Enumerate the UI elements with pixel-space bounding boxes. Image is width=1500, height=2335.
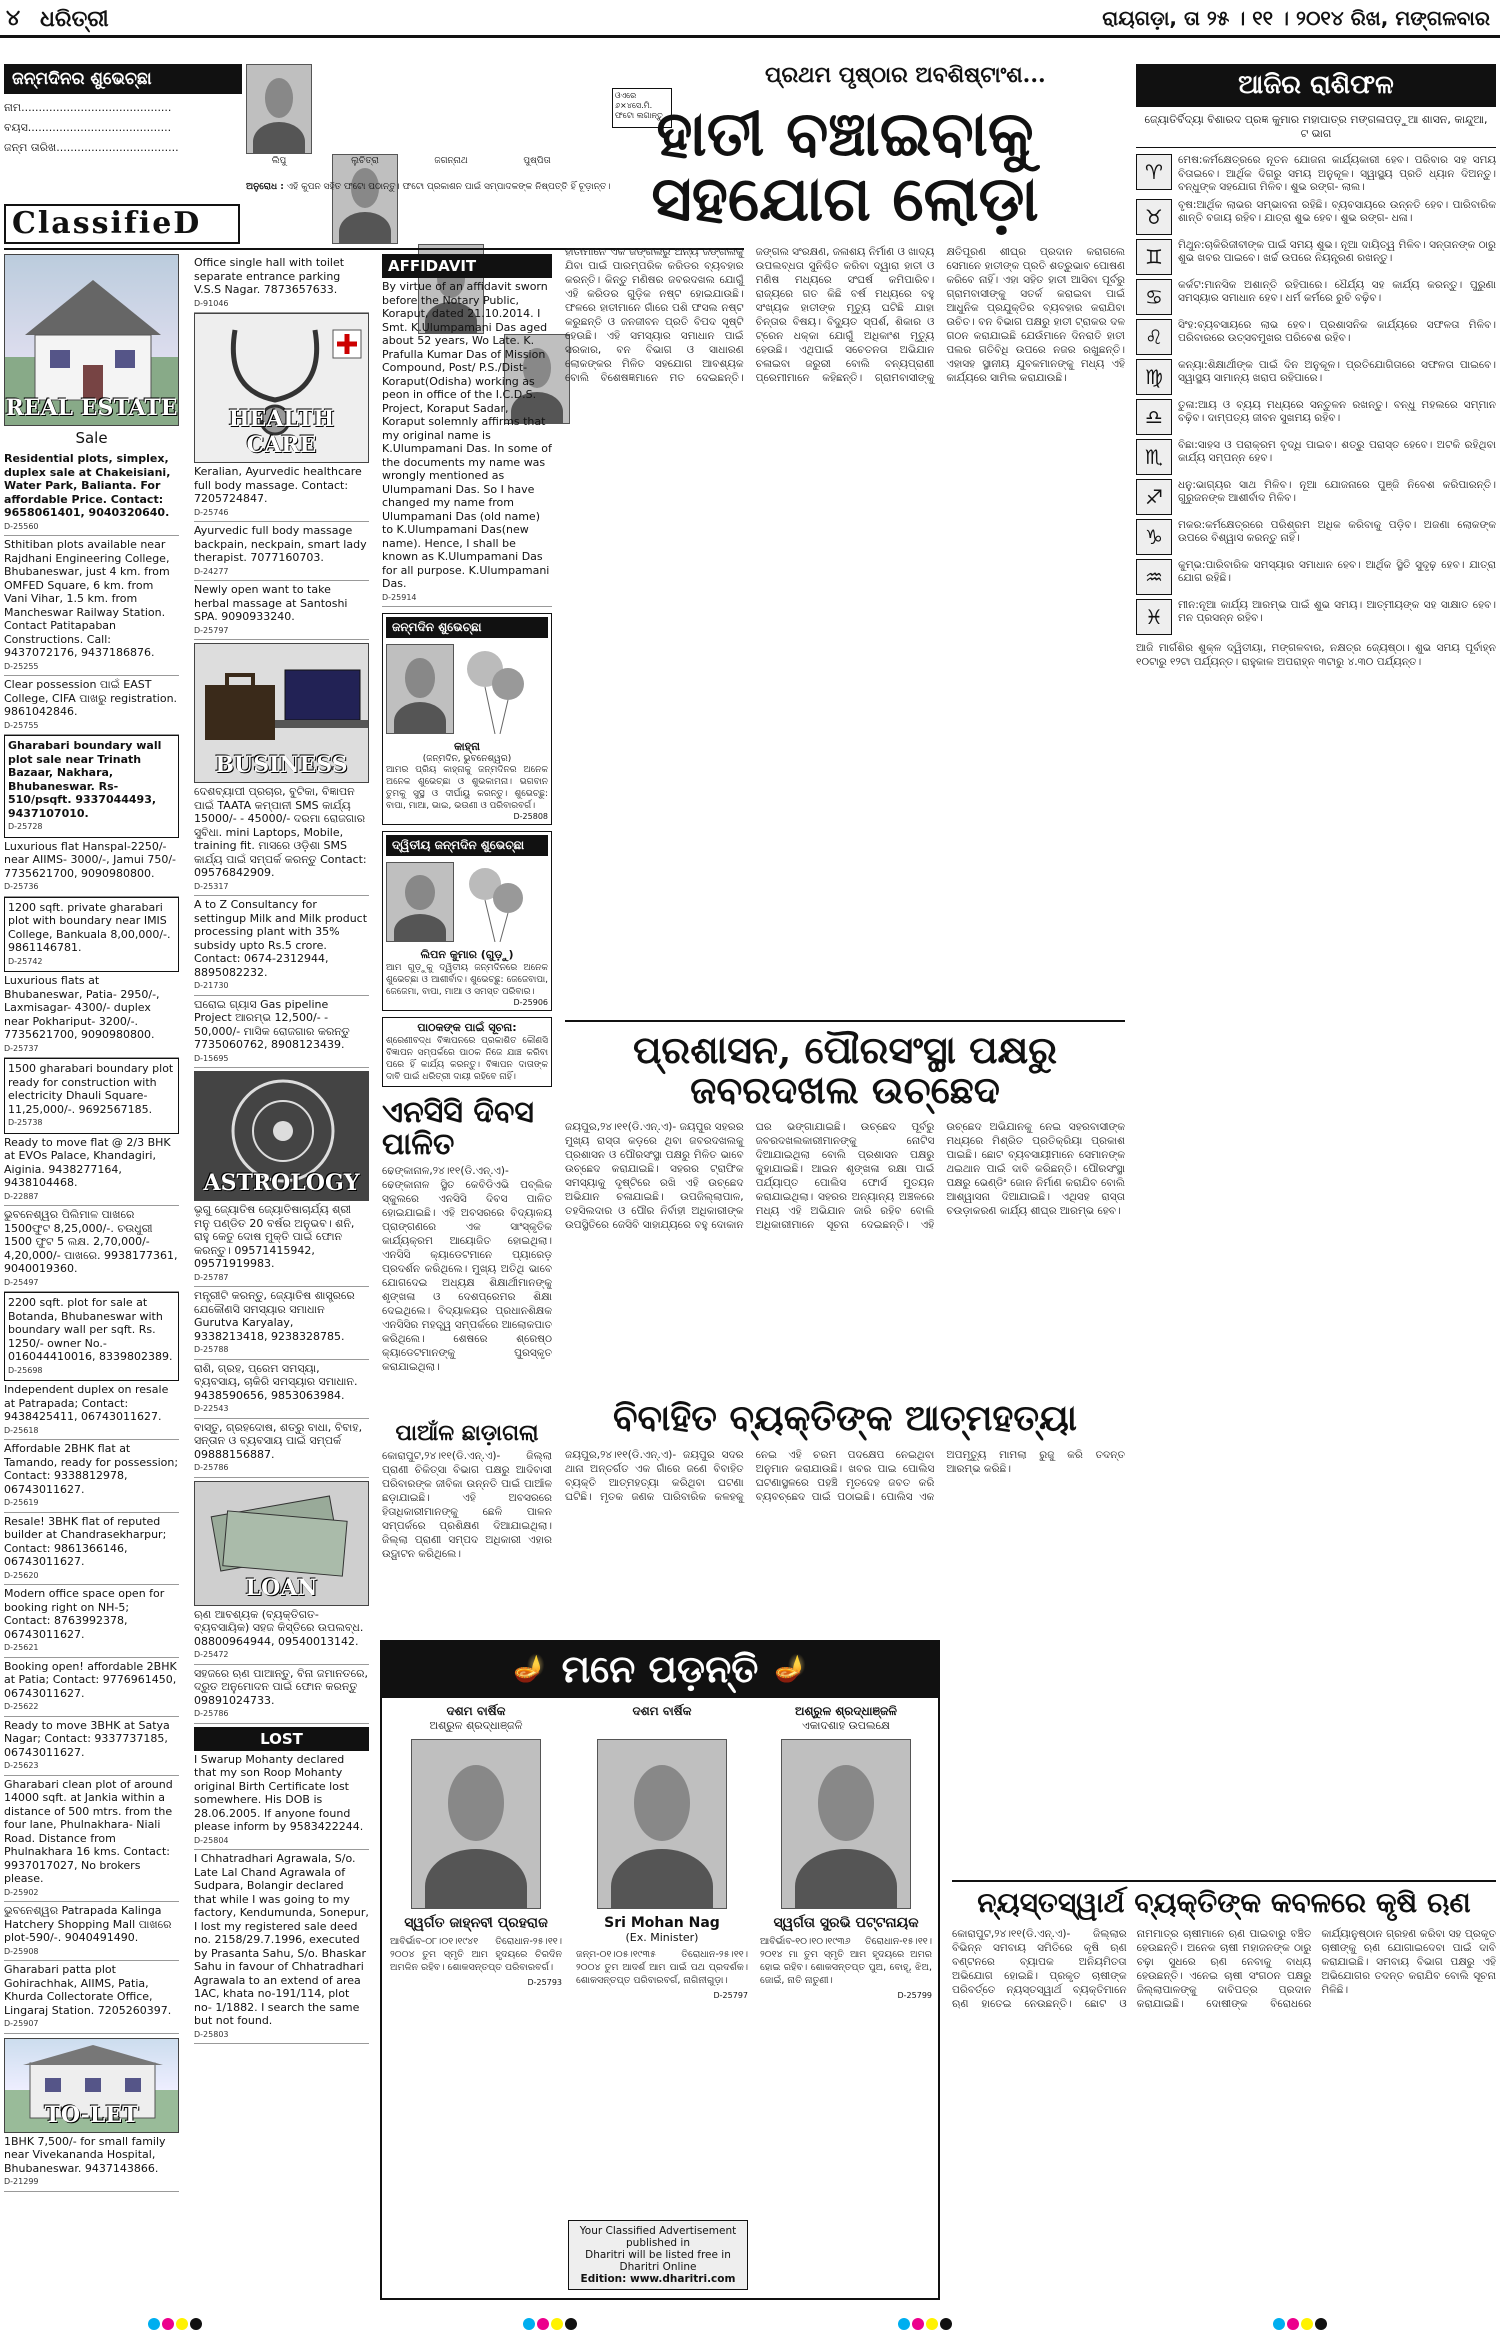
ad-code: D-25797 (194, 625, 229, 635)
ad-code: D-25317 (194, 881, 229, 891)
ad-text: Gharabari patta plot Gohirachhak, AIIMS, Patia, Khurda Collectorate Office, Lingaraj Station. 7205260397. (4, 1963, 172, 2017)
coupon-field-name: ନାମ........................................... (4, 101, 172, 114)
ad-text: ରାଶି, ଗ୍ରହ, ପ୍ରେମ ସମସ୍ୟା, ବ୍ୟବସାୟ, ଚାକିରି ସମସ୍ୟାର ସମାଧାନ. 9438590656, 9853063984. (194, 1361, 358, 1402)
ad-code: D-25786 (194, 1463, 229, 1472)
classified-ad (194, 522, 369, 581)
zodiac-sign-icon: ♍ (1136, 359, 1172, 395)
child-name: ଲୁଚିତ୍ରା (351, 156, 379, 166)
print-marks (0, 2312, 1500, 2335)
classified-ad (4, 676, 179, 735)
classified-logo: ClassifieD (4, 204, 240, 244)
ad-text: Gharabari clean plot of around 14000 sqft. at Jankia within a distance of 500 mtrs. from the four lane, Phulnakhara- Niali Road. Distance from Phulnakhara 16 kms. Contact: 9937017027, No brokers please. (4, 1777, 173, 1885)
ad-code: D-25255 (4, 661, 39, 671)
memorial-note: ଆବିର୍ଭାବ-୧୦।୧୦।୧୯୩୬ ତିରୋଧାନ-୧୫।୧୧।୨୦୧୪ ମା ତୁମ ସ୍ମୃତି ଆମ ହୃଦୟରେ ଅମର ହୋଇ ରହିବ। ଶୋକସନ୍ତପ୍ତ ପୁଅ, ବୋହୂ, ଝିଅ, ଜୋଇଁ, ନାତି ନାତୁଣୀ। (760, 1936, 932, 1986)
birthday-wish-1 (382, 613, 552, 825)
child-name: ପୁଷ୍ପିତା (523, 156, 551, 166)
rashi-text: ମୀନ:ନୂଆ କାର୍ଯ୍ୟ ଆରମ୍ଭ ପାଇଁ ଶୁଭ ସମୟ। ଆତ୍ମୀୟଙ୍କ ସହ ସାକ୍ଷାତ ହେବ। ମନ ପ୍ରସନ୍ନ ରହିବ। (1178, 598, 1496, 624)
ad-text: ଭୃଗୁ ଜ୍ୟୋତିଷ ଜ୍ୟୋତିଷାଚାର୍ଯ୍ୟ ଶ୍ରୀ ମନୁ ପଣ୍ଡିତ 20 ବର୍ଷର ଅନୁଭବ। ଶନି, ରାହୁ କେତୁ ଦୋଷ ମୁକ୍ତି ପାଇଁ ଫୋନ କରନ୍ତୁ। 09571415942, 09571919983. (194, 1203, 355, 1270)
astrology-label: ASTROLOGY (203, 1170, 360, 1196)
memorial-subkicker: ଅଶ୍ରୁଳ ଶ୍ରଦ୍ଧାଞ୍ଜଳି (429, 1719, 523, 1732)
ad-code: D-25793 (527, 1978, 562, 1987)
child-photo (246, 64, 312, 154)
memorial-note: ଆବିର୍ଭାବ-୦୮।୦୧।୧୯୪୧ ତିରୋଧାନ-୨୫।୧୧।୨୦୦୪ ତୁମ ସ୍ମୃତି ଆମ ହୃଦୟରେ ଚିରଦିନ ଅମଳିନ ରହିବ। ଶୋକସନ୍ତପ୍ତ ପରିବାରବର୍ଗ। (390, 1936, 562, 1973)
rashi-text: ଧନୁ:ଭାଗ୍ୟର ସାଥ ମିଳିବ। ନୂଆ ଯୋଜନାରେ ପୁଞ୍ଜି ନିବେଶ କରିପାରନ୍ତି। ଗୁରୁଜନଙ୍କ ଆଶୀର୍ବାଦ ମିଳିବ। (1178, 478, 1496, 504)
lead-story (565, 64, 1125, 1014)
ad-text: Luxurious flats at Bhubaneswar, Patia- 2950/-, Laxmisagar- 4300/- duplex near Pokhariput- 3200/-. 7735621700, 9090980800. (4, 974, 160, 1041)
page-header (0, 0, 1500, 38)
rashi-text: ସିଂହ:ବ୍ୟବସାୟରେ ଲାଭ ହେବ। ପ୍ରଶାସନିକ କାର୍ଯ୍ୟରେ ସଫଳତା ମିଳିବ। ପରିବାରରେ ଉତ୍ସବମୁଖର ପରିବେଶ ରହିବ। (1178, 318, 1496, 344)
loan-image (194, 1481, 369, 1606)
ad-text: Clear possession ପାଇଁ EAST College, CIFA ପାଖରୁ registration. 9861042846. (4, 678, 178, 718)
classified-ad (4, 897, 179, 973)
ad-text: Keralian, Ayurvedic healthcare full body massage. Contact: 7205724847. (194, 465, 362, 505)
memorial-card (386, 1698, 566, 1987)
rashi-text: ବୃଷ:ଆର୍ଥିକ ଲାଭର ସମ୍ଭାବନା ରହିଛି। ବ୍ୟବସାୟରେ ଉନ୍ନତି ହେବ। ପାରିବାରିକ ଶାନ୍ତି ବଜାୟ ରହିବ। ଯାତ୍ରା ଶୁଭ ହେବ। ଶୁଭ ରଙ୍ଗ- ଧଳା। (1178, 198, 1496, 224)
ad-code: D-25472 (194, 1650, 229, 1659)
ad-text: 1500 gharabari boundary plot ready for construction with electricity Dhauli Square- 11,25,000/-. 9692567185. (8, 1062, 174, 1116)
balloons-icon (460, 862, 530, 942)
ad-text: Sthitiban plots available near Rajdhani Engineering College, Bhubaneswar, just 4 km. from OMFED Square, 6 km. from Vani Vihar, 1.5 km. from Mancheswar Railway Station. Contact Patitapaban Constructions. Call: 9437072176, 9437186876. (4, 538, 170, 659)
ad-text: Newly open want to take herbal massage at Santoshi SPA. 9090933240. (194, 583, 348, 623)
rashi-text: ମେଷ:କର୍ମକ୍ଷେତ୍ରରେ ନୂତନ ଯୋଜନା କାର୍ଯ୍ୟକାରୀ ହେବ। ପରିବାର ସହ ସମୟ ବିତାଇବେ। ଆର୍ଥିକ ଦିଗରୁ ସମୟ ଅନୁକୂଳ। ସ୍ୱାସ୍ଥ୍ୟ ପ୍ରତି ଧ୍ୟାନ ଦିଅନ୍ତୁ। ବନ୍ଧୁଙ୍କ ସହଯୋଗ ମିଳିବ। ଶୁଭ ରଙ୍ଗ- ଲାଲ। (1178, 154, 1496, 193)
registration-mark (148, 2317, 228, 2331)
classified-ad (194, 1751, 369, 1851)
photo-size-note: ଓଏରେ ୬×୪ସେ.ମି. ଫଟୋ ଲଗାନ୍ତୁ (612, 88, 672, 128)
rashi-entry (1136, 279, 1496, 315)
ad-code: D-25755 (4, 720, 39, 730)
registration-mark (1273, 2317, 1353, 2331)
ad-code: D-25808 (513, 812, 548, 821)
ad-code: D-25907 (4, 2019, 39, 2028)
affidavit-body: By virtue of an affidavit sworn before the Notary Public, Koraput, dated 21.10.2014. I Smt. K.Ulumpamani Das aged about 52 years, Wo Late. K. Prafulla Kumar Das of Mission Compound, Post/ P.S./Dist- Koraput(Odisha) working as peon in office of the I.C.D.S. Project, Koraput Sadar, Koraput solemnly affirms that my original name is K.Ulumpamani Das. In some of the documents my name was wrongly mentioned as Ulumpamani Das. So I have changed my name from Ulumpamani Das (old name) to K.Ulumpamani Das(new name). Hence, I shall be known as K.Ulumpamani Das for all purpose. K.Ulumpamani Das. (382, 280, 552, 590)
classified-ad (194, 1850, 369, 2044)
to-let-image (4, 2038, 179, 2133)
birthday-photo (386, 644, 454, 734)
ad-code: D-22543 (194, 1404, 229, 1413)
classified-ad (194, 783, 369, 896)
online-promo-line2: Dharitri will be listed free in Dharitri Online (585, 2249, 731, 2273)
birthday-wish-title: ଜନ୍ମଦିନ ଶୁଭେଚ୍ଛା (386, 617, 548, 638)
memorial-subkicker (572, 1719, 752, 1733)
suicide-headline: ବିବାହିତ ବ୍ୟକ୍ତିଙ୍କ ଆତ୍ମହତ୍ୟା (613, 1397, 1077, 1439)
classified-ad (4, 1440, 179, 1513)
ad-text: ଋଣ ଆବଶ୍ୟକ (ବ୍ୟକ୍ତିଗତ-ବ୍ୟବସାୟିକ) ସହଜ କିସ୍ତିରେ ଉପଲବ୍ଧ. 08800964944, 09540013142. (194, 1607, 364, 1648)
rashi-entry (1136, 399, 1496, 435)
memorial-photo (781, 1739, 911, 1909)
coupon-field-age: ବୟସ......................................... (4, 121, 172, 134)
memorial-card (572, 1698, 752, 2000)
memorial-sub: (Ex. Minister) (625, 1931, 699, 1944)
rashi-text: କନ୍ୟା:ଶିକ୍ଷାର୍ଥୀଙ୍କ ପାଇଁ ଦିନ ଅନୁକୂଳ। ପ୍ରତିଯୋଗିତାରେ ସଫଳତା ପାଇବେ। ସ୍ୱାସ୍ଥ୍ୟ ସାମାନ୍ୟ ଖରାପ ରହିପାରେ। (1178, 358, 1496, 384)
ad-text: Affordable 2BHK flat at Tamando, ready for possession; Contact: 9338812978, 06743011627. (4, 1442, 179, 1496)
classified-ad (4, 2133, 179, 2192)
coupon-notice-text: ଏହି କୁପନ ସହିତ ଫଟୋ ପଠାନ୍ତୁ। ଫଟୋ ପ୍ରକାଶନ ପାଇଁ ସମ୍ପାଦକଙ୍କ ନିଷ୍ପତ୍ତି ହିଁ ଚୂଡ଼ାନ୍ତ। (286, 182, 611, 192)
ncc-body: ଢେଙ୍କାନାଳ,୨୪।୧୧(ଡି.ଏନ୍.ଏ)- ଢେଙ୍କାନାଳ ସ୍ଥିତ କେବିଡିଏଭି ପବ୍ଲିକ ସ୍କୁଲରେ ଏନସିସି ଦିବସ ପାଳିତ ହୋଇଯାଇଛି। ଏହି ଅବସରରେ ବିଦ୍ୟାଳୟ ପ୍ରାଙ୍ଗଣରେ ଏକ ସାଂସ୍କୃତିକ କାର୍ଯ୍ୟକ୍ରମ ଆୟୋଜିତ ହୋଇଥିଲା। ଏନସିସି କ୍ୟାଡେଟମାନେ ପ୍ୟାରେଡ଼ ପ୍ରଦର୍ଶନ କରିଥିଲେ। ମୁଖ୍ୟ ଅତିଥି ଭାବେ ଯୋଗଦେଇ ଅଧ୍ୟକ୍ଷ ଶିକ୍ଷାର୍ଥୀମାନଙ୍କୁ ଶୃଙ୍ଖଳା ଓ ଦେଶପ୍ରେମର ଶିକ୍ଷା ଦେଇଥିଲେ। ବିଦ୍ୟାଳୟର ପ୍ରଧାନଶିକ୍ଷକ ଏନସିସିର ମହତ୍ତ୍ୱ ସମ୍ପର୍କରେ ଆଲୋକପାତ କରିଥିଲେ। ଶେଷରେ ଶ୍ରେଷ୍ଠ କ୍ୟାଡେଟମାନଙ୍କୁ ପୁରସ୍କୃତ କରାଯାଇଥିଲା। (382, 1165, 552, 1373)
memorial-kicker: ଦଶମ ବାର୍ଷିକ (632, 1704, 692, 1718)
business-image (194, 643, 369, 783)
ad-code: D-21299 (4, 2177, 39, 2186)
encroach-body: ଜୟପୁର,୨୪।୧୧(ଡି.ଏନ୍.ଏ)- ଜୟପୁର ସହରର ମୁଖ୍ୟ ରାସ୍ତା କଡ଼ରେ ଥିବା ଜବରଦଖଲକୁ ପ୍ରଶାସନ ଓ ପୌରସଂସ୍ଥା ପକ୍ଷରୁ ମିଳିତ ଭାବେ ଉଚ୍ଛେଦ କରାଯାଇଛି। ସହରର ଟ୍ରାଫିକ ସମସ୍ୟାକୁ ଦୃଷ୍ଟିରେ ରଖି ଏହି ଉଚ୍ଛେଦ ଅଭିଯାନ ଚଳାଯାଇଛି। ଉପଜିଲ୍ଲାପାଳ, ତହସିଲଦାର ଓ ପୌର ନିର୍ବାହୀ ଅଧିକାରୀଙ୍କ ଉପସ୍ଥିତିରେ ଜେସିବି ସାହାଯ୍ୟରେ ବହୁ ଦୋକାନ ଘର ଭଙ୍ଗାଯାଇଛି। ଉଚ୍ଛେଦ ପୂର୍ବରୁ ଜବରଦଖଲକାରୀମାନଙ୍କୁ ନୋଟିସ ଦିଆଯାଇଥିଲା ବୋଲି ପ୍ରଶାସନ ପକ୍ଷରୁ କୁହାଯାଇଛି। ଆଇନ ଶୃଙ୍ଖଳା ରକ୍ଷା ପାଇଁ ପର୍ଯ୍ୟାପ୍ତ ପୋଲିସ ଫୋର୍ସ ମୁତୟନ କରାଯାଇଥିଲା। ସହରର ଅନ୍ୟାନ୍ୟ ଅଞ୍ଚଳରେ ମଧ୍ୟ ଏହି ଅଭିଯାନ ଜାରି ରହିବ ବୋଲି ଅଧିକାରୀମାନେ ସୂଚନା ଦେଇଛନ୍ତି। ଏହି ଉଚ୍ଛେଦ ଅଭିଯାନକୁ ନେଇ ସହରବାସୀଙ୍କ ମଧ୍ୟରେ ମିଶ୍ରିତ ପ୍ରତିକ୍ରିୟା ପ୍ରକାଶ ପାଇଛି। ଛୋଟ ବ୍ୟବସାୟୀମାନେ ସେମାନଙ୍କ ଥଇଥାନ ପାଇଁ ଦାବି କରିଛନ୍ତି। ପୌରସଂସ୍ଥା ପକ୍ଷରୁ ଭେଣ୍ଡିଂ ଜୋନ ନିର୍ମାଣ କରାଯିବ ବୋଲି ଆଶ୍ୱାସନା ଦିଆଯାଇଛି। ଏଥିସହ ରାସ୍ତା ଚଉଡ଼ାକରଣ କାର୍ଯ୍ୟ ଶୀଘ୍ର ଆରମ୍ଭ ହେବ। (565, 1120, 1125, 1231)
ad-code: D-25803 (194, 2029, 229, 2039)
agri-headline: ନ୍ୟସ୍ତସ୍ୱାର୍ଥ ବ୍ୟକ୍ତିଙ୍କ କବଳରେ କୃଷି ଋଣ (977, 1886, 1471, 1919)
ad-code: D-25746 (194, 507, 229, 517)
loan-label: LOAN (245, 1574, 318, 1601)
ad-code: D-25738 (8, 1118, 43, 1127)
lead-kicker: ପ୍ରଥମ ପୃଷ୍ଠାର ଅବଶିଷ୍ଟାଂଶ... (765, 62, 1046, 88)
memorial-photo (597, 1739, 727, 1909)
memorial-section (380, 1640, 940, 2300)
panchang: ଆଜି ମାର୍ଗଶିର ଶୁକ୍ଳ ଦ୍ୱିତୀୟା, ମଙ୍ଗଳବାର, ନକ୍ଷତ୍ର ଜ୍ୟେଷ୍ଠା। ଶୁଭ ସମୟ ପୂର୍ବାହ୍ନ ୧୦ଟାରୁ ୧୨ଟା ପର୍ଯ୍ୟନ୍ତ। ରାହୁକାଳ ଅପରାହ୍ନ ୩ଟାରୁ ୪.୩୦ ପର୍ଯ୍ୟନ୍ତ। (1136, 641, 1496, 668)
classified-ad (194, 254, 369, 313)
classified-ad (4, 1513, 179, 1586)
encroach-headline: ପ୍ରଶାସନ, ପୌରସଂସ୍ଥା ପକ୍ଷରୁ ଜବରଦଖଲ ଉଚ୍ଛେଦ (632, 1027, 1058, 1112)
reader-notice-body: ଶ୍ରେଣୀବଦ୍ଧ ବିଜ୍ଞାପନରେ ପ୍ରକାଶିତ କୌଣସି ବିଜ୍ଞାପନ ସମ୍ପର୍କରେ ପାଠକ ନିଜେ ଯାଞ୍ଚ କରିବା ପରେ ହିଁ କାର୍ଯ୍ୟ କରନ୍ତୁ। ବିଜ୍ଞାପନ ଦାତାଙ୍କ ଦାବି ପାଇଁ ଧରିତ୍ରୀ ଦାୟୀ ରହିବେ ନାହିଁ। (386, 1036, 548, 1082)
zodiac-sign-icon: ♎ (1136, 399, 1172, 435)
ad-text: Booking open! affordable 2BHK at Patia; Contact: 9776961450, 06743011627. (4, 1659, 177, 1700)
rashi-text: କୁମ୍ଭ:ପାରିବାରିକ ସମସ୍ୟାର ସମାଧାନ ହେବ। ଆର୍ଥିକ ସ୍ଥିତି ସୁଦୃଢ଼ ହେବ। ଯାତ୍ରା ଯୋଗ ରହିଛି। (1178, 558, 1496, 584)
ad-code: D-25908 (4, 1946, 39, 1956)
rashi-entry (1136, 519, 1496, 555)
rashi-text: ମିଥୁନ:ଚାକିରିଜୀବୀଙ୍କ ପାଇଁ ସମୟ ଶୁଭ। ନୂଆ ଦାୟିତ୍ୱ ମିଳିବ। ସନ୍ତାନଙ୍କ ଠାରୁ ଶୁଭ ଖବର ପାଇବେ। ଖର୍ଚ୍ଚ ଉପରେ ନିୟନ୍ତ୍ରଣ ରଖନ୍ତୁ। (1178, 238, 1496, 264)
page-number: ୪ (6, 6, 21, 31)
rashi-text: ତୁଳା:ଆୟ ଓ ବ୍ୟୟ ମଧ୍ୟରେ ସନ୍ତୁଳନ ରଖନ୍ତୁ। ବନ୍ଧୁ ମହଲରେ ସମ୍ମାନ ବଢ଼ିବ। ଦାମ୍ପତ୍ୟ ଜୀବନ ସୁଖମୟ ରହିବ। (1178, 398, 1496, 424)
masthead: ଧରିତ୍ରୀ (40, 6, 109, 32)
ad-text: ଦେଶବ୍ୟାପୀ ପ୍ରଚାର, ବୁଟିକା, ବିଜ୍ଞାପନ ପାଇଁ TAATA କମ୍ପାନୀ SMS କାର୍ଯ୍ୟ 15000/- - 45000/- ଦରମା ରୋଜଗାର ସୁବିଧା. mini Laptops, Mobile, training fit. ମାସରେ ଓଡ଼ିଶା SMS କାର୍ଯ୍ୟ ପାଇଁ ସମ୍ପର୍କ କରନ୍ତୁ Contact: 09576842909. (194, 785, 367, 879)
agri-body: କୋରାପୁଟ,୨୪।୧୧(ଡି.ଏନ୍.ଏ)- ଜିଲ୍ଲାର ବିଭିନ୍ନ ସମବାୟ ସମିତିରେ କୃଷି ଋଣ ବଣ୍ଟନରେ ବ୍ୟାପକ ଅନିୟମିତତା ଅଭିଯୋଗ ହୋଇଛି। ପ୍ରକୃତ ଚାଷୀଙ୍କ ପରିବର୍ତ୍ତେ ନ୍ୟସ୍ତସ୍ୱାର୍ଥ ବ୍ୟକ୍ତିମାନେ ଋଣ ହାତେଇ ନେଉଛନ୍ତି। ଛୋଟ ଓ ନାମମାତ୍ର ଚାଷୀମାନେ ଋଣ ପାଇବାରୁ ବଞ୍ଚିତ ହେଉଛନ୍ତି। ଅନେକ ଚାଷୀ ମହାଜନଙ୍କ ଠାରୁ ଚଢ଼ା ସୁଧରେ ଋଣ ନେବାକୁ ବାଧ୍ୟ ହେଉଛନ୍ତି। ଏନେଇ ଚାଷୀ ସଂଗଠନ ପକ୍ଷରୁ ଜିଲ୍ଲାପାଳଙ୍କୁ ଦାବିପତ୍ର ପ୍ରଦାନ କରାଯାଇଛି। ଦୋଷୀଙ୍କ ବିରୋଧରେ କାର୍ଯ୍ୟାନୁଷ୍ଠାନ ଗ୍ରହଣ କରିବା ସହ ପ୍ରକୃତ ଚାଷୀଙ୍କୁ ଋଣ ଯୋଗାଇଦେବା ପାଇଁ ଦାବି କରାଯାଇଛି। ସମବାୟ ବିଭାଗ ପକ୍ଷରୁ ଏହି ଅଭିଯୋଗର ତଦନ୍ତ କରାଯିବ ବୋଲି ସୂଚନା ମିଳିଛି। (952, 1928, 1496, 2011)
ad-code: D-25797 (713, 1991, 748, 2000)
birthday-wish-name: କାହ୍ନା (454, 740, 480, 753)
horoscope-section (1136, 64, 1496, 1864)
ad-code: D-25737 (4, 1043, 39, 1053)
ad-text: Ready to move 3BHK at Satya Nagar; Contact: 9337737185, 06743011627. (4, 1718, 170, 1759)
classified-ad (4, 1961, 179, 2034)
memorial-name: ସ୍ୱର୍ଗତ ଜାହ୍ନବୀ ପ୍ରହରାଜ (404, 1915, 548, 1931)
birthday-photo (386, 862, 454, 942)
ad-text: Independent duplex on resale at Patrapada; Contact: 9438425411, 06743011627. (4, 1383, 169, 1423)
zodiac-sign-icon: ♓ (1136, 599, 1172, 635)
classified-ad (4, 1776, 179, 1903)
registration-mark (523, 2317, 603, 2331)
memorial-photo (411, 1739, 541, 1909)
rashi-text: ବିଛା:ସାହସ ଓ ପରାକ୍ରମ ବୃଦ୍ଧି ପାଇବ। ଶତ୍ରୁ ପରାସ୍ତ ହେବେ। ଅଟକି ରହିଥିବା କାର୍ଯ୍ୟ ସମ୍ପନ୍ନ ହେବ। (1178, 438, 1496, 464)
horoscope-title: ଆଜିର ରାଶିଫଳ (1136, 64, 1496, 107)
sale-label: Sale (75, 429, 108, 447)
zodiac-sign-icon: ♌ (1136, 319, 1172, 355)
ad-text: Office single hall with toilet separate entrance parking V.S.S Nagar. 7873657633. (194, 256, 345, 296)
real-estate-image (4, 254, 179, 426)
ad-text: Luxurious flat Hanspal-2250/- near AIIMS- 3000/-, Jamui 750/- 7735621700, 9090980800. (4, 839, 177, 880)
ad-code: D-25914 (382, 592, 417, 602)
health-care-image (194, 313, 369, 463)
ad-code: D-91046 (194, 298, 229, 308)
memorial-name: Sri Mohan Nag (604, 1915, 720, 1931)
classified-ad (194, 996, 369, 1069)
ad-code: D-25736 (4, 882, 39, 891)
ad-code: D-25619 (4, 1498, 39, 1507)
memorial-card (756, 1698, 936, 2000)
rashi-entry (1136, 199, 1496, 235)
birthday-wish-message: ଆମ ଗୁଡ଼ୁକୁ ଦ୍ୱିତୀୟ ଜନ୍ମଦିନରେ ଅନେକ ଶୁଭେଚ୍ଛା ଓ ଆଶୀର୍ବାଦ। ଶୁଭେଚ୍ଛୁ: ଜେଜେବାପା, ଜେଜେମା, ବାପା, ମାଆ ଓ ସମସ୍ତ ପରିବାର। (386, 963, 548, 997)
ad-text: ଭୁବନେଶ୍ୱର ପିଲିମାଳ ପାଖରେ 1500ଫୁଟ 8,25,000/-. ଚଉଧୁରୀ 1500 ଫୁଟ 5 ଲକ୍ଷ. 2,70,000/- 4,20,000/- ପାଖରେ. 9938177361, 9040019360. (4, 1208, 178, 1275)
ad-text: ବାସ୍ତୁ, ଗ୍ରହଦୋଷ, ଶତ୍ରୁ ବାଧା, ବିବାହ, ସନ୍ତାନ ଓ ବ୍ୟବସାୟ ପାଇଁ ସମ୍ପର୍କ 09888156887. (194, 1420, 363, 1461)
classified-ad (194, 463, 369, 522)
birthday-photos (246, 64, 606, 198)
ad-code: D-22887 (4, 1191, 39, 1201)
banknotes-icon (195, 1486, 369, 1586)
online-promo-line1: Your Classified Advertisement published in (579, 2225, 737, 2249)
ad-text: ମନ୍ତ୍ରୀଟି କରନ୍ତୁ, ଜ୍ୟୋତିଷ ଶାସ୍ତ୍ରରେ ଯେକୌଣସି ସମସ୍ୟାର ସମାଧାନ Gurutva Karyalay, 9338213418, 9238328785. (194, 1289, 355, 1343)
birthday-coupon (4, 64, 242, 194)
classified-ad (4, 450, 179, 536)
real-estate-label: REAL ESTATE (5, 395, 178, 421)
classified-ad (4, 1585, 179, 1658)
rashi-text: ମକର:କର୍ମକ୍ଷେତ୍ରରେ ପରିଶ୍ରମ ଅଧିକ କରିବାକୁ ପଡ଼ିବ। ଅଜଣା ଲୋକଙ୍କ ଉପରେ ବିଶ୍ୱାସ କରନ୍ତୁ ନାହିଁ। (1178, 518, 1496, 544)
agri-story (952, 1888, 1496, 2304)
zodiac-sign-icon: ♏ (1136, 439, 1172, 475)
birthday-coupon-title: ଜନ୍ମଦିନର ଶୁଭେଚ୍ଛା (4, 64, 242, 94)
ad-text: Modern office space open for booking right on NH-5; Contact: 8763992378, 06743011627. (4, 1587, 165, 1641)
ad-code: D-25902 (4, 1887, 39, 1897)
classified-ad (4, 1381, 179, 1440)
lost-label: LOST (194, 1727, 369, 1751)
briefcase-icon (195, 650, 369, 760)
ad-code: D-25620 (4, 1570, 39, 1580)
ad-code: D-25788 (194, 1345, 229, 1354)
ad-text: A to Z Consultancy for settingup Milk and Milk product processing plant with 35% subsidy upto Rs.5 crore. Contact: 0674-2312944, 8895082232. (194, 898, 368, 979)
child-photo (332, 154, 398, 244)
ad-code: D-25799 (897, 1991, 932, 2000)
ad-text: Resale! 3BHK flat of reputed builder at Chandrasekharpur; Contact: 9861366146, 06743011627. (4, 1514, 167, 1568)
ad-code: D-25497 (4, 1277, 39, 1287)
memorial-title: ମନେ ପଡ଼ନ୍ତି (561, 1646, 759, 1692)
birthday-wish-2 (382, 831, 552, 1011)
astrologer-credit: ଜ୍ୟୋତିର୍ବିଦ୍ୟା ବିଶାରଦ ପ୍ରଜ୍ଞ କୁମାର ମହାପାତ୍ର ମଙ୍ଗଳାପଡ଼ୁଆ ଶାସନ, କାନ୍ଦୁଆ, ଟ ଭାଗ (1136, 107, 1496, 148)
classified-ad (194, 896, 369, 996)
goat-body: କୋରାପୁଟ,୨୪।୧୧(ଡି.ଏନ୍.ଏ)- ଜିଲ୍ଲା ପ୍ରାଣୀ ଚିକିତ୍ସା ବିଭାଗ ପକ୍ଷରୁ ଆଦିବାସୀ ପରିବାରଙ୍କ ଜୀବିକା ଉନ୍ନତି ପାଇଁ ପାଆଁଳ ଛଡ଼ାଯାଇଛି। ଏହି ଅବସରରେ ହିତାଧିକାରୀମାନଙ୍କୁ ଛେଳି ପାଳନ ସମ୍ପର୍କରେ ପ୍ରଶିକ୍ଷଣ ଦିଆଯାଇଥିଲା। ଜିଲ୍ଲା ପ୍ରାଣୀ ସମ୍ପଦ ଅଧିକାରୀ ଏହାର ଉଦ୍ଘାଟନ କରିଥିଲେ। (382, 1450, 552, 1561)
suicide-story (565, 1397, 1125, 1630)
rashi-text: କର୍କଟ:ମାନସିକ ଅଶାନ୍ତି ରହିପାରେ। ଧୈର୍ଯ୍ୟ ସହ କାର୍ଯ୍ୟ କରନ୍ତୁ। ପୁରୁଣା ସମସ୍ୟାର ସମାଧାନ ହେବ। ଧର୍ମ କର୍ମରେ ରୁଚି ବଢ଼ିବ। (1178, 278, 1496, 304)
classified-ad (4, 1206, 179, 1292)
ad-text: 2200 sqft. plot for sale at Botanda, Bhubaneswar with boundary wall per sqft. Rs. 1250/- owner No.- 016044410016, 8339802389. (8, 1296, 173, 1363)
rashi-entry (1136, 319, 1496, 355)
classified-ad (194, 1201, 369, 1287)
zodiac-sign-icon: ♑ (1136, 519, 1172, 555)
classified-ad (194, 581, 369, 640)
ad-text: Residential plots, simplex, duplex sale at Chakeisiani, Water Park, Balianta. For affordable Price. Contact: 9658061401, 9040320640. (4, 452, 171, 519)
rashi-entry (1136, 359, 1496, 395)
ad-text: Ready to move flat @ 2/3 BHK at EVOs Palace, Khandagiri, Aiginia. 9438277164, 9438104468. (4, 1135, 171, 1189)
ad-text: ଘରୋଇ ଗ୍ୟାସ Gas pipeline Project ଆରମ୍ଭ 12,500/- - 50,000/- ମାସିକ ରୋଜଗାର କରନ୍ତୁ 7735060762, 8908123439. (194, 997, 350, 1051)
to-let-label: TO-LET (44, 2101, 139, 2128)
classified-ad (4, 838, 179, 897)
ad-code: D-25560 (4, 521, 39, 531)
birthday-wish-subtitle: (ଜନ୍ମଦିନ, ଭୁବନେଶ୍ୱର) (422, 754, 512, 764)
zodiac-sign-icon: ♊ (1136, 239, 1172, 275)
reader-notice (382, 1017, 552, 1087)
birthday-wish-message: ଆମର ପ୍ରିୟ କାହ୍ନାକୁ ଜନ୍ମଦିନର ଅନେକ ଅନେକ ଶୁଭେଚ୍ଛା ଓ ଶୁଭକାମନା। ଭଗବାନ ତୁମକୁ ସୁସ୍ଥ ଓ ଦୀର୍ଘାୟୁ କରନ୍ତୁ। ଶୁଭେଚ୍ଛୁ: ବାପା, ମାଆ, ଭାଇ, ଭଉଣୀ ଓ ପରିବାରବର୍ଗ। (386, 765, 548, 811)
ad-code: D-25621 (4, 1643, 39, 1652)
ad-text: 1BHK 7,500/- for small family near Vivekananda Hospital, Bhubaneswar. 9437143866. (4, 2134, 166, 2175)
memorial-name: ସ୍ୱର୍ଗତା ସୁରଭି ପଟ୍ଟନାୟକ (773, 1915, 919, 1931)
zodiac-sign-icon: ♋ (1136, 279, 1172, 315)
ad-code: D-25728 (8, 822, 43, 831)
dateline: ରାୟଗଡ଼ା, ତା ୨୫ । ୧୧ । ୨୦୧୪ ରିଖ, ମଙ୍ଗଳବାର (1102, 6, 1490, 30)
ad-text: ଭୁବନେଶ୍ୱର Patrapada Kalinga Hatchery Shopping Mall ପାଖରେ plot-590/-. 9040491490. (4, 1904, 172, 1944)
classified-ad (4, 536, 179, 676)
zodiac-sign-icon: ♒ (1136, 559, 1172, 595)
ad-code: D-21730 (194, 981, 229, 990)
child-name: ଲିପୁ (271, 156, 287, 166)
classified-ad (4, 1058, 179, 1134)
coupon-notice-label: ଅନୁରୋଧ : (246, 182, 284, 192)
lamp-icon: 🪔 (774, 1654, 807, 1684)
registration-mark (898, 2317, 978, 2331)
birthday-wish-name: ଲିପନ କୁମାର (ଗୁଡ଼ୁ) (420, 948, 514, 961)
ad-code: D-15695 (194, 1053, 229, 1063)
balloons-icon (460, 644, 530, 734)
ad-code: D-25623 (4, 1761, 39, 1770)
ad-code: D-25906 (513, 998, 548, 1007)
memorial-subkicker: ଏକାଦଶାହ ଉପଲକ୍ଷେ (802, 1719, 890, 1732)
classified-ad (4, 1292, 179, 1381)
classified-ad (194, 1287, 369, 1360)
lead-body: ହାତୀମାନେ ଏକ ଜଙ୍ଗଲରୁ ଅନ୍ୟ ଜଙ୍ଗଲକୁ ଯିବା ପାଇଁ ପାରମ୍ପରିକ କରିଡର ବ୍ୟବହାର କରନ୍ତି। କିନ୍ତୁ ମଣିଷର ଜବରଦଖଲ ଯୋଗୁଁ ଏହି କରିଡର ଗୁଡ଼ିକ ନଷ୍ଟ ହୋଇଯାଉଛି। ଫଳରେ ହାତୀମାନେ ଗାଁରେ ପଶି ଫସଲ ନଷ୍ଟ କରୁଛନ୍ତି ଓ ଜନଜୀବନ ପ୍ରତି ବିପଦ ସୃଷ୍ଟି ହେଉଛି। ଏହି ସମସ୍ୟାର ସମାଧାନ ପାଇଁ ସରକାର, ବନ ବିଭାଗ ଓ ସାଧାରଣ ଲୋକଙ୍କର ମିଳିତ ସହଯୋଗ ଆବଶ୍ୟକ ବୋଲି ବିଶେଷଜ୍ଞମାନେ ମତ ଦେଇଛନ୍ତି। ଜଙ୍ଗଲ ସଂରକ୍ଷଣ, ଜଳାଶୟ ନିର୍ମାଣ ଓ ଖାଦ୍ୟ ଉପଲବ୍ଧତା ସୁନିଶ୍ଚିତ କରିବା ଦ୍ୱାରା ହାତୀ ଓ ମଣିଷ ମଧ୍ୟରେ ସଂଘର୍ଷ କମିପାରିବ। ରାଜ୍ୟରେ ଗତ କିଛି ବର୍ଷ ମଧ୍ୟରେ ବହୁ ସଂଖ୍ୟକ ହାତୀଙ୍କ ମୃତ୍ୟୁ ଘଟିଛି ଯାହା ଚିନ୍ତାର ବିଷୟ। ବିଦ୍ୟୁତ ସ୍ପର୍ଶ, ଶିକାର ଓ ଟ୍ରେନ ଧକ୍କା ଯୋଗୁଁ ଅଧିକାଂଶ ମୃତ୍ୟୁ ହେଉଛି। ଏଥିପାଇଁ ସଚେତନତା ଅଭିଯାନ ଚଳାଇବା ଜରୁରୀ ବୋଲି ବନ୍ୟପ୍ରାଣୀ ପ୍ରେମୀମାନେ କହିଛନ୍ତି। ଗ୍ରାମବାସୀଙ୍କୁ କ୍ଷତିପୂରଣ ଶୀଘ୍ର ପ୍ରଦାନ କରାଗଲେ ସେମାନେ ହାତୀଙ୍କ ପ୍ରତି ଶତ୍ରୁଭାବ ପୋଷଣ କରିବେ ନାହିଁ। ଏହା ସହିତ ହାତୀ ଆସିବା ପୂର୍ବରୁ ଗ୍ରାମବାସୀଙ୍କୁ ସତର୍କ କରାଇବା ପାଇଁ ଆଧୁନିକ ପ୍ରଯୁକ୍ତିର ବ୍ୟବହାର କରାଯିବା ଉଚିତ। ବନ ବିଭାଗ ପକ୍ଷରୁ ହାତୀ ଟ୍ରାକର ଦଳ ଗଠନ କରାଯାଇଛି ଯେଉଁମାନେ ଦିନରାତି ହାତୀ ପଲର ଗତିବିଧି ଉପରେ ନଜର ରଖୁଛନ୍ତି। ଏହାସହ ସ୍ଥାନୀୟ ଯୁବକମାନଙ୍କୁ ମଧ୍ୟ ଏହି କାର୍ଯ୍ୟରେ ସାମିଲ କରାଯାଉଛି। (565, 246, 1125, 385)
rashi-entry (1136, 599, 1496, 635)
business-label: BUSINESS (215, 752, 348, 778)
lead-headline-line1: ହାତୀ ବଞ୍ଚାଇବାକୁ (656, 97, 1034, 171)
memorial-kicker: ଅଶ୍ରୁଳ ଶ୍ରଦ୍ଧାଞ୍ଜଳି (795, 1704, 897, 1718)
ad-code: D-25618 (4, 1425, 39, 1435)
classified-ad (4, 1717, 179, 1776)
ad-text: 1200 sqft. private gharabari plot with boundary near IMIS College, Bankuala 8,00,000/-. 9861146781. (8, 900, 171, 954)
classified-ad (4, 1134, 179, 1207)
classified-column-1 (4, 254, 179, 2304)
ad-code: D-25804 (194, 1835, 229, 1845)
ad-code: D-25786 (194, 1709, 229, 1718)
affidavit (382, 278, 552, 607)
birthday-wish-title: ଦ୍ୱିତୀୟ ଜନ୍ମଦିନ ଶୁଭେଚ୍ଛା (386, 835, 548, 856)
coupon-field-dob: ଜନ୍ମ ତାରିଖ................................... (4, 141, 179, 154)
classified-ad (4, 1658, 179, 1717)
lead-headline-line2: ସହଯୋଗ ଲୋଡ଼ା (651, 162, 1039, 236)
zodiac-sign-icon: ♉ (1136, 199, 1172, 235)
ad-code: D-25742 (8, 956, 43, 966)
ad-code: D-24277 (194, 566, 229, 576)
classified-ad (194, 1419, 369, 1478)
memorial-kicker: ଦଶମ ବାର୍ଷିକ (446, 1704, 506, 1718)
child-name: ଜଗନ୍ନାଥ (434, 156, 468, 166)
online-promo-line3: Edition: www.dharitri.com (580, 2273, 736, 2285)
lamp-icon: 🪔 (513, 1654, 546, 1684)
memorial-header (382, 1642, 938, 1698)
classified-ad (194, 1606, 369, 1665)
ad-code: D-25787 (194, 1272, 229, 1282)
rashi-entry (1136, 239, 1496, 275)
astrology-image (194, 1071, 369, 1201)
rashi-entry (1136, 479, 1496, 515)
classified-ad (194, 1665, 369, 1724)
house-icon (5, 265, 179, 405)
suicide-body: ଜୟପୁର,୨୪।୧୧(ଡି.ଏନ୍.ଏ)- ଜୟପୁର ସଦର ଥାନା ଅନ୍ତର୍ଗତ ଏକ ଗାଁରେ ଜଣେ ବିବାହିତ ବ୍ୟକ୍ତି ଆତ୍ମହତ୍ୟା କରିଥିବା ଘଟଣା ଘଟିଛି। ମୃତକ ଜଣକ ପାରିବାରିକ କଳହକୁ ନେଇ ଏହି ଚରମ ପଦକ୍ଷେପ ନେଇଥିବା ଅନୁମାନ କରାଯାଉଛି। ଖବର ପାଇ ପୋଲିସ ଘଟଣାସ୍ଥଳରେ ପହଞ୍ଚି ମୃତଦେହ ଜବତ କରି ବ୍ୟବଚ୍ଛେଦ ପାଇଁ ପଠାଇଛି। ପୋଲିସ ଏକ ଅପମୃତ୍ୟୁ ମାମଲା ରୁଜୁ କରି ତଦନ୍ତ ଆରମ୍ଭ କରିଛି। (565, 1448, 1125, 1503)
encroach-story (565, 1027, 1125, 1390)
rashi-entry (1136, 559, 1496, 595)
ad-text: Ayurvedic full body massage backpain, neckpain, smart lady therapist. 7077160703. (194, 524, 367, 564)
affidavit-title: AFFIDAVIT (382, 254, 552, 278)
ad-text: Gharabari boundary wall plot sale near Trinath Bazaar, Nakhara, Bhubaneswar. Rs- 510/psqft. 9337044493, 9437107010. (8, 739, 162, 820)
classified-ad (4, 1902, 179, 1961)
ad-code: D-25698 (8, 1365, 43, 1375)
ad-text: I Swarup Mohanty declared that my son Roop Mohanty original Birth Certificate lost somewhere. His DOB is 28.06.2005. If anyone found please inform by 9583422244. (194, 1752, 364, 1833)
classified-column-2 (194, 254, 369, 2304)
reader-notice-title: ପାଠକଙ୍କ ପାଇଁ ସୂଚନା: (417, 1021, 517, 1034)
classified-ad (4, 972, 179, 1058)
zodiac-sign-icon: ♈ (1136, 154, 1172, 190)
ncc-headline: ଏନସିସି ଦିବସ ପାଳିତ (382, 1095, 534, 1162)
memorial-note: ଜନ୍ମ-୦୧।୦୫।୧୯୩୫ ତିରୋଧାନ-୨୫।୧୧।୨୦୦୪ ତୁମ ଆଦର୍ଶ ଆମ ପାଇଁ ପଥ ପ୍ରଦର୍ଶକ। ଶୋକସନ୍ତପ୍ତ ପରିବାରବର୍ଗ, ନାଗିନୀଗୁଡ଼ା। (576, 1949, 748, 1986)
zodiac-sign-icon: ♐ (1136, 479, 1172, 515)
classified-ad (194, 1360, 369, 1419)
health-care-label: HEALTH CARE (228, 406, 335, 458)
classified-ad (4, 735, 179, 838)
ad-text: ସହଜରେ ଋଣ ପାଆନ୍ତୁ, ବିନା ଜମାନତରେ, ଦ୍ରୁତ ଅନୁମୋଦନ ପାଇଁ ଫୋନ କରନ୍ତୁ 09891024733. (194, 1666, 368, 1707)
rashi-entry (1136, 154, 1496, 195)
goat-headline: ପାଆଁଳ ଛାଡ଼ାଗଲା (395, 1420, 539, 1446)
ad-text: I Chhatradhari Agrawala, S/o. Late Lal Chand Agrawala of Sudpara, Bolangir declared that while I was going to my factory, Kendumunda, Sonepur, I lost my registered sale deed no. 2158/29.7.1996, executed by Prasanta Sahu, S/o. Bhaskar Sahu in favour of Chhatradhari Agrawala to an extend of area 1AC, khata no-191/114, plot no- 1/1882. I search the same but not found. (194, 1852, 369, 2027)
rashi-entry (1136, 439, 1496, 475)
online-promo (568, 2220, 748, 2290)
ad-code: D-25622 (4, 1702, 39, 1711)
